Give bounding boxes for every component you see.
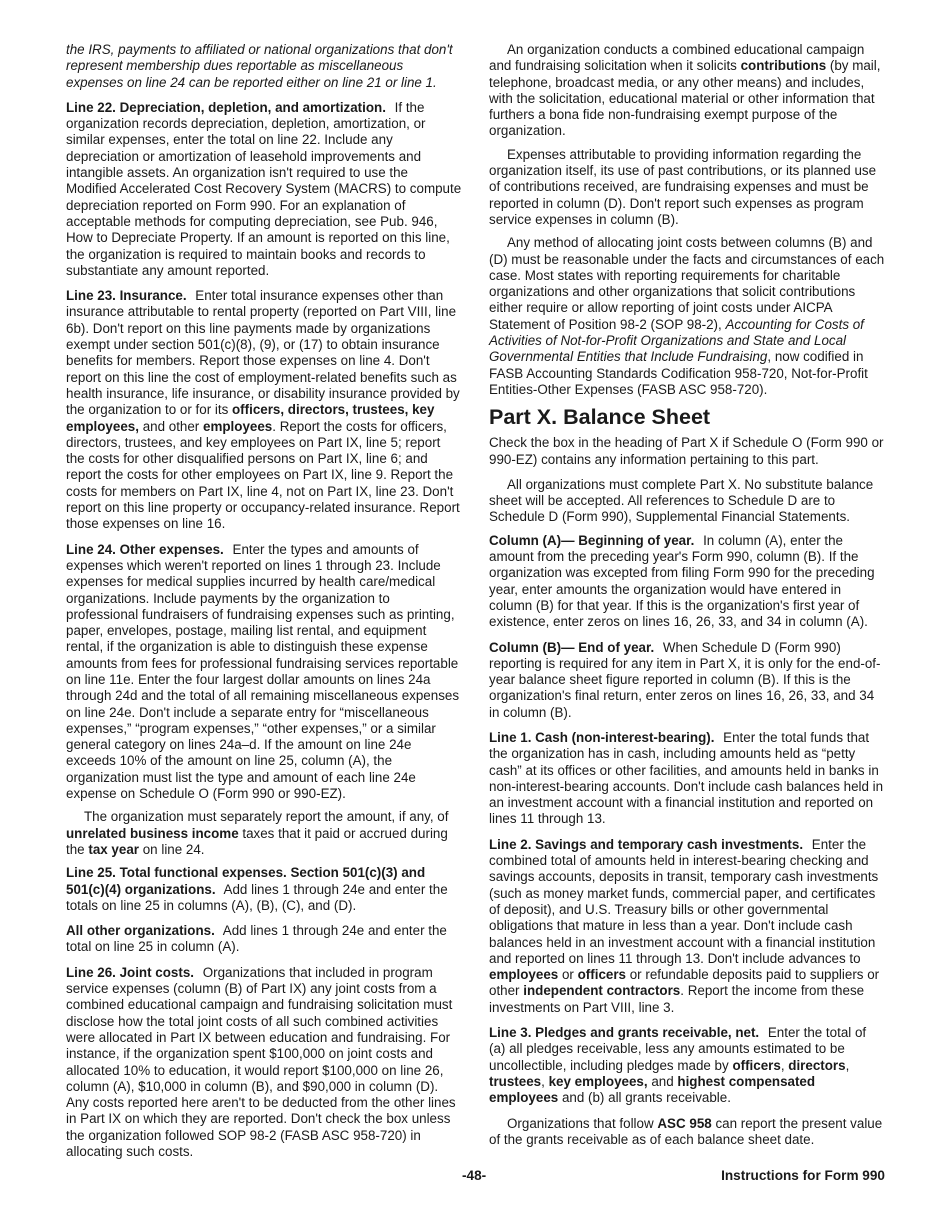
expenses-info-paragraph: Expenses attributable to providing information regarding the organization itself, its use of past contributions, or its planned use of contributions received, are fundraising expenses and must be reported in column (D). Don't report such expenses as program service expenses in column (B). — [489, 146, 877, 227]
line3-comma: , — [780, 1057, 785, 1073]
complete-part-x-paragraph: All organizations must complete Part X. No substitute balance sheet will be accepted. All references to Schedule D are to Schedule D (Form 990), Supplemental Financial Statements. — [489, 476, 874, 525]
part-x-heading: Part X. Balance Sheet — [489, 405, 711, 430]
line26-paragraph — [66, 965, 462, 1161]
column-b-paragraph — [489, 640, 885, 721]
line25-other-heading: All other organizations. — [66, 923, 215, 939]
line23-heading: Line 23. Insurance. — [66, 288, 187, 304]
line26-text: Organizations that included in program service expenses (column (B) of Part IX) any joint costs from a combined educational campaign and fundraising solicitation must disclose how the total joint costs of all such combined activities were allocated in Part IX between education and fundraising. For instance, if the organization spent $100,000 on joint costs and allocated 10% to education, it would report $100,000 on line 26, column (A), $10,000 in column (B), and $90,000 in column (D). Any costs reported here aren't to be deducted from the other lines in Part IX on which they are reported. Don't check the box unless the organization followed SOP 98-2 (FASB ASC 958-720) in allocating such costs. — [66, 964, 456, 1159]
line2-heading: Line 2. Savings and temporary cash investments. — [489, 836, 804, 852]
column-a-text: In column (A), enter the amount from the preceding year's Form 990, column (B). If the organization was excepted from filing Form 990 for the preceding year, enter amounts the organization would have entered in column (B) for that year. If this is the organization's first year of existence, enter zeros on lines 16, 26, 33, and 34 in column (A). — [489, 532, 875, 630]
line23-text: and other — [142, 418, 200, 434]
line1-heading: Line 1. Cash (non-interest-bearing). — [489, 729, 715, 745]
line3-paragraph — [489, 1025, 885, 1106]
line2-text: or — [561, 967, 574, 983]
line3-bold-highest-comp: highest compensated employees — [489, 1073, 816, 1106]
line1-paragraph — [489, 730, 885, 828]
line23-text: Enter total insurance expenses other than insurance attributable to rental property (reported on Part VIII, line 6b). Don't report on this line payments made by organizations exempt under section 501(c)(8), (9), or (17) to obtain insurance benefits for members. Report those expenses on line 4. Don't report on this line the cost of employment-related benefits such as health insurance, life insurance, or disability insurance provided by the organization to or for its — [66, 288, 460, 418]
right-column — [489, 42, 885, 1155]
asc958-text: can report the present value of the grants receivable as of each balance sheet date. — [489, 1115, 883, 1147]
line3-bold-officers: officers — [732, 1057, 781, 1073]
column-a-paragraph — [489, 533, 885, 631]
line3-text: and (b) all grants receivable. — [561, 1090, 731, 1106]
line24-text: on line 24. — [142, 841, 205, 857]
combined-campaign-paragraph — [489, 42, 885, 140]
line24-text: The organization must separately report the amount, if any, of — [84, 809, 449, 825]
line3-text: Enter the total of (a) all pledges receivable, less any amounts estimated to be uncollectible, including pledges made by — [489, 1025, 867, 1073]
line1-text: Enter the total funds that the organization has in cash, including amounts held as “petty cash” at its offices or other facilities, and amounts held in banks in non-interest-bearing accounts. Don't include cash balances held in an investment account with a financial institution and reported on lines 11 through 13. — [489, 729, 884, 827]
paragraph-text: Any method of allocating joint costs between columns (B) and (D) must be reasonable under the facts and circumstances of each case. Most states with reporting requirements for charitable organizations and other organizations that solicit contributions either require or allow reporting of joint costs under AICPA Statement of Position 98-2 (SOP 98-2), — [489, 235, 885, 332]
line25-heading: Line 25. Total functional expenses. Section 501(c)(3) and 501(c)(4) organizations. — [66, 865, 426, 897]
line25-paragraph — [66, 865, 462, 914]
line3-comma: , — [845, 1057, 850, 1073]
column-b-heading: Column (B)— End of year. — [489, 639, 655, 655]
line3-comma: , — [541, 1073, 545, 1089]
line23-bold-officers: officers, directors, trustees, key employees, — [66, 402, 435, 434]
intro-continued-paragraph: the IRS, payments to affiliated or national organizations that don't represent membership dues reportable as miscellaneous expenses on line 24 can be reported either on line 21 or line 1. — [66, 42, 453, 90]
line2-bold-employees: employees — [489, 967, 559, 983]
line2-text: . Report the income from these investments on Part VIII, line 3. — [489, 983, 865, 1015]
line22-heading: Line 22. Depreciation, depletion, and amortization. — [66, 99, 386, 115]
page-footer — [66, 1168, 885, 1186]
line2-bold-contractors: independent contractors — [523, 983, 681, 999]
italic-sop-title: Accounting for Costs of Activities of Not-for-Profit Organizations and State and Local Governmental Entities that Include Fundraising — [489, 316, 864, 365]
asc958-text: Organizations that follow — [507, 1115, 654, 1131]
line3-bold-directors: directors — [788, 1057, 846, 1073]
column-b-text: When Schedule D (Form 990) reporting is required for any item in Part X, it is only for the end-of-year balance sheet figure reported in column (B). If this is the organization's final return, enter zeros on lines 16, 26, 33, and 34 in column (B). — [489, 639, 881, 720]
line23-text: . Report the costs for officers, directors, trustees, and key employees on Part IX, line 5; report the costs for other disqualified persons on Part IX, line 6; and report the costs for other employees on Part IX, line 9. Report the costs for members on Part IX, line 4, not on Part IX, line 23. Don't report on this line property or occupancy-related insurance. Report those expenses on line 16. — [66, 418, 460, 532]
line24-ubi-paragraph — [66, 809, 462, 858]
column-a-heading: Column (A)— Beginning of year. — [489, 532, 695, 548]
line24-text: Enter the types and amounts of expenses which weren't reported on lines 1 through 23. Include expenses for medical supplies incurred by health care/medical organizations. Include payments by the organization to professional fundraisers of fundraising expenses such as printing, paper, envelopes, postage, mailing list rental, and equipment rental, if the organization is able to distinguish these expense amounts from fees for professional fundraising services reportable on line 11e. Enter the four largest dollar amounts on lines 24a through 24d and the total of all remaining miscellaneous expenses on line 24e. Don't include a separate entry for “miscellaneous expenses,” “program expenses,” “other expenses,” or a similar general category on lines 24a–d. If the amount on line 24e exceeds 10% of the amount on line 25, column (A), the organization must list the type and amount of each line 24e expense on Schedule O (Form 990 or 990-EZ). — [66, 541, 460, 802]
asc958-paragraph — [489, 1116, 885, 1149]
line24-heading: Line 24. Other expenses. — [66, 541, 224, 557]
line24-text: taxes that it paid or accrued during the — [66, 825, 448, 857]
page-number: -48- — [462, 1168, 487, 1183]
line25-other-paragraph — [66, 923, 462, 956]
line3-heading: Line 3. Pledges and grants receivable, net. — [489, 1025, 760, 1041]
line24-paragraph — [66, 542, 462, 803]
line3-text: and — [651, 1073, 674, 1089]
paragraph-text: (by mail, telephone, broadcast media, or any other means) and includes, with the solicitation, educational material or other information that furthers a bona fide non-fundraising exempt purpose of the organization. — [489, 58, 881, 139]
line24-bold-tax-year: tax year — [88, 841, 139, 857]
line25-text: Add lines 1 through 24e and enter the totals on line 25 in columns (A), (B), (C), and (D). — [66, 881, 448, 913]
line25-other-text: Add lines 1 through 24e and enter the total on line 25 in column (A). — [66, 923, 447, 955]
line26-heading: Line 26. Joint costs. — [66, 964, 194, 980]
line2-text: Enter the combined total of amounts held in interest-bearing checking and savings accounts, deposits in transit, temporary cash investments (such as money market funds, commercial paper, and certificates of deposit), and U.S. Treasury bills or other governmental obligations that mature in less than a year. Don't include cash balances held in an investment account with a financial institution and reported on lines 11 through 13. Don't include advances to — [489, 836, 879, 966]
allocation-method-paragraph — [489, 235, 885, 398]
line22-text: If the organization records depreciation, depletion, amortization, or similar expenses, enter the total on line 22. Include any depreciation or amortization of leasehold improvements and intangible assets. An organization isn't required to use the Modified Accelerated Cost Recovery System (MACRS) to compute depreciation reported on Form 990. For an explanation of acceptable methods for computing depreciation, see Pub. 946, How to Depreciate Property. If an amount is reported on this line, the organization is required to maintain books and records to substantiate any amount reported. — [66, 99, 462, 278]
left-column — [66, 42, 462, 1169]
line3-bold-key-employees: key employees, — [548, 1073, 648, 1089]
line2-bold-officers: officers — [577, 967, 626, 983]
line23-paragraph — [66, 288, 462, 532]
line22-paragraph — [66, 100, 462, 279]
line2-text: or refundable deposits paid to suppliers or other — [489, 967, 880, 999]
paragraph-text: An organization conducts a combined educational campaign and fundraising solicitation when it solicits — [489, 42, 865, 74]
asc958-bold: ASC 958 — [657, 1115, 712, 1131]
document-title: Instructions for Form 990 — [721, 1168, 885, 1183]
line2-paragraph — [489, 837, 885, 1016]
paragraph-text: , now codified in FASB Accounting Standards Codification 958-720, Not-for-Profit Entities-Other Expenses (FASB ASC 958-720). — [489, 349, 868, 397]
check-box-paragraph: Check the box in the heading of Part X if Schedule O (Form 990 or 990-EZ) contains any information pertaining to this part. — [489, 435, 884, 467]
line3-bold-trustees: trustees — [489, 1073, 542, 1089]
line24-bold-ubi: unrelated business income — [66, 825, 239, 841]
line23-bold-employees: employees — [203, 418, 273, 434]
bold-contributions: contributions — [740, 58, 827, 74]
